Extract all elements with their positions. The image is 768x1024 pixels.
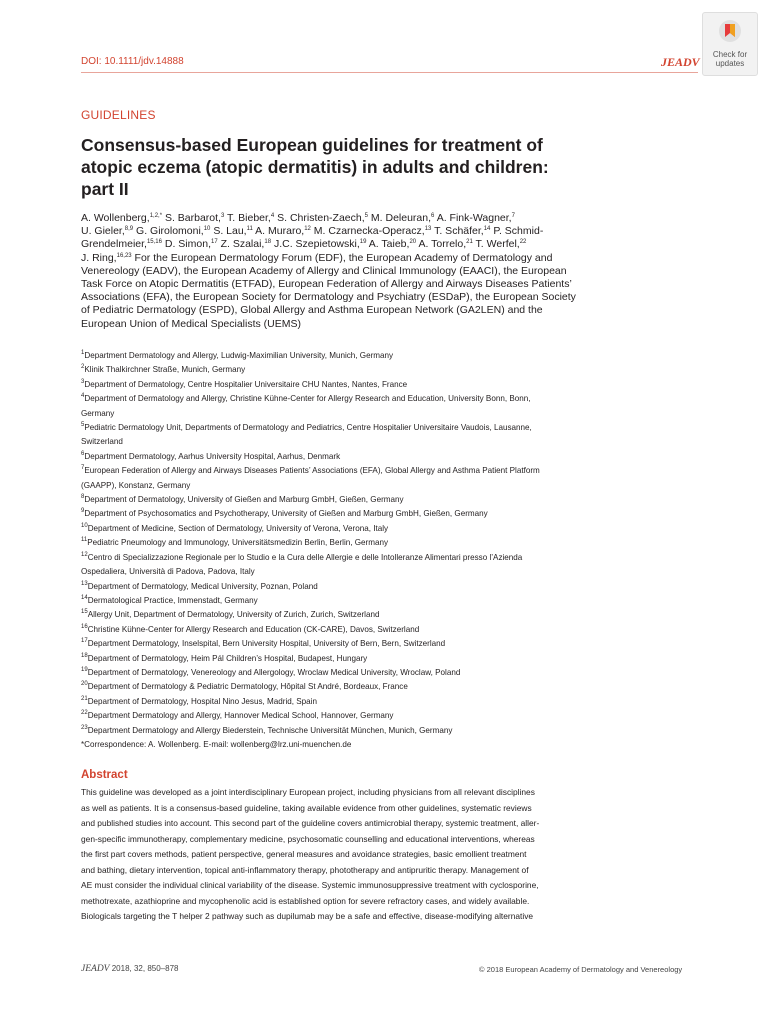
- affiliation-text: *Correspondence: A. Wollenberg. E-mail: wollenberg@lrz.uni-muenchen.de: [81, 739, 352, 749]
- affiliation-item: [81, 435, 698, 449]
- affiliation-item: [81, 407, 698, 421]
- check-for-updates-icon: [718, 19, 742, 43]
- affiliation-item: [81, 666, 698, 680]
- affiliation-item: [81, 450, 698, 464]
- footer-journal: JEADV: [81, 964, 110, 974]
- abstract-line: AE must consider the individual clinical variability of the disease. Systemic immunosuppressive treatment with cyclosporine,: [81, 880, 539, 890]
- author-line: A. Wollenberg,$^{1,2,*}$ S. Barbarot,$^3$ T. Bieber,$^4$ S. Christen-Zaech,$^5$ M. Deleuran,$^6$ A. Fink-Wagner,$^7$: [81, 212, 515, 224]
- affiliation-text: Christine Kühne-Center for Allergy Research and Education (CK-CARE), Davos, Switzerland: [87, 624, 420, 634]
- author-line: Task Force on Atopic Dermatitis (ETFAD), European Federation of Allergy and Airways Diseases Patients’: [81, 278, 572, 291]
- abstract-line: This guideline was developed as a joint interdisciplinary European project, including physicians from all relevant disciplines: [81, 787, 535, 797]
- affiliation-text: Switzerland: [81, 437, 123, 447]
- affiliation-item: [81, 522, 698, 536]
- affiliation-number: 8: [81, 494, 85, 501]
- footer-citation: [81, 964, 178, 974]
- abstract-line: as well as patients. It is a consensus-based guideline, taking available evidence from other guidelines, systematic reviews: [81, 802, 532, 813]
- affiliation-number: 13: [81, 580, 88, 587]
- affiliation-item: [81, 392, 698, 406]
- affiliation-number: 2: [81, 364, 85, 371]
- check-for-updates-badge[interactable]: [702, 12, 758, 76]
- affiliations-list: [81, 349, 698, 752]
- affiliation-item: [81, 608, 698, 622]
- affiliation-item: [81, 464, 698, 478]
- affiliation-text: Pediatric Pneumology and Immunology, Universitätsmedizin Berlin, Berlin, Germany: [87, 538, 389, 548]
- affiliation-number: 10: [81, 522, 88, 529]
- affiliation-item: [81, 363, 698, 377]
- abstract-line: Biologicals targeting the T helper 2 pathway such as dupilumab may be a safe and effective, disease-modifying alternative: [81, 911, 534, 921]
- badge-line-1: Check for: [712, 50, 748, 59]
- affiliation-item: [81, 349, 698, 363]
- affiliation-number: 11: [81, 537, 88, 544]
- affiliation-text: Ospedaliera, Università di Padova, Padova, Italy: [81, 567, 255, 577]
- affiliation-item: [81, 652, 698, 666]
- affiliation-item: [81, 565, 698, 579]
- abstract-body: [81, 785, 698, 925]
- abstract-heading: Abstract: [81, 769, 128, 781]
- affiliation-number: 21: [81, 695, 88, 702]
- affiliation-text: Allergy Unit, Department of Dermatology, University of Zurich, Zurich, Switzerland: [87, 610, 380, 620]
- affiliation-text: European Federation of Allergy and Airways Diseases Patients’ Associations (EFA), Global Allergy and Asthma Patient Platform: [84, 466, 540, 476]
- abstract-line: and published studies into account. This second part of the guideline covers antimicrobial therapy, systemic treatment, aller-: [81, 818, 540, 828]
- affiliation-number: 6: [81, 450, 85, 457]
- author-line: of Pediatric Dermatology (ESPD), Global Allergy and Asthma European Network (GA2LEN) and the: [81, 304, 543, 317]
- affiliation-text: Klinik Thalkirchner Straße, Munich, Germany: [84, 365, 246, 375]
- abstract-line: the first part covers methods, patient perspective, general measures and avoidance strategies, basic emollient treatment: [81, 849, 527, 859]
- affiliation-text: Department of Dermatology, Medical University, Poznan, Poland: [87, 581, 318, 591]
- affiliation-number: 4: [81, 393, 85, 400]
- affiliation-text: Dermatological Practice, Immenstadt, Germany: [87, 595, 258, 605]
- affiliation-text: Department of Dermatology and Allergy, Christine Kühne-Center for Allergy Research and Education, University Bonn, Bonn,: [84, 394, 531, 404]
- affiliation-text: Department of Dermatology, Venereology and Allergology, Wroclaw Medical University, Wroclaw, Poland: [87, 667, 461, 677]
- affiliation-number: 22: [81, 710, 88, 717]
- affiliation-item: [81, 594, 698, 608]
- author-line: Grendelmeier,$^{15,16}$ D. Simon,$^{17}$ Z. Szalai,$^{18}$ J.C. Szepietowski,$^{19}$ A. Taieb,$^{20}$ A. Torrelo,$^{21}$ T. Werfel,$^{22}$: [81, 238, 527, 251]
- author-line: European Union of Medical Specialists (UEMS): [81, 317, 302, 330]
- affiliation-item: [81, 551, 698, 565]
- affiliation-text: Department Dermatology, Inselspital, Bern University Hospital, University of Bern, Bern, Switzerland: [87, 639, 446, 649]
- affiliation-text: Department Dermatology and Allergy, Hannover Medical School, Hannover, Germany: [87, 711, 394, 721]
- affiliation-number: 19: [81, 666, 88, 673]
- affiliation-number: 15: [81, 609, 88, 616]
- affiliation-text: Pediatric Dermatology Unit, Departments of Dermatology and Pediatrics, Centre Hospitalier Universitaire Vaudois, Lausanne,: [84, 423, 532, 433]
- title-line: part II: [81, 179, 129, 199]
- article-title: [81, 134, 641, 200]
- affiliation-text: (GAAPP), Konstanz, Germany: [81, 480, 191, 490]
- affiliation-text: Department Dermatology and Allergy Biederstein, Technische Universität München, Munich, Germany: [87, 725, 453, 735]
- header-rule: [81, 72, 698, 73]
- affiliation-number: 18: [81, 652, 88, 659]
- title-line: Consensus-based European guidelines for treatment of: [81, 135, 543, 155]
- affiliation-text: Department of Dermatology & Pediatric Dermatology, Hôpital St André, Bordeaux, France: [87, 682, 408, 692]
- author-line: Associations (EFA), the European Society for Dermatology and Psychiatry (ESDaP), the European Society: [81, 291, 576, 304]
- section-label: GUIDELINES: [81, 108, 156, 122]
- affiliation-text: Department of Medicine, Section of Dermatology, University of Verona, Verona, Italy: [87, 523, 389, 533]
- affiliation-text: Department of Dermatology, Heim Pál Children’s Hospital, Budapest, Hungary: [87, 653, 368, 663]
- abstract-line: gen-specific immunotherapy, complementary medicine, psychosomatic counselling and educational interventions, whereas: [81, 833, 535, 844]
- affiliation-item: [81, 724, 698, 738]
- author-line: J. Ring,$^{16,23}$ For the European Dermatology Forum (EDF), the European Academy of Dermatology and: [81, 251, 553, 264]
- affiliation-item: [81, 378, 698, 392]
- affiliation-text: Department Dermatology and Allergy, Ludwig-Maximilian University, Munich, Germany: [84, 351, 394, 360]
- affiliation-item: [81, 493, 698, 507]
- affiliation-item: [81, 738, 698, 752]
- affiliation-text: Department of Dermatology, Hospital Nino Jesus, Madrid, Spain: [87, 696, 317, 706]
- affiliation-text: Centro di Specializzazione Regionale per lo Studio e la Cura delle Allergie e delle Intolleranze Alimentari presso l’Azienda: [87, 552, 523, 562]
- affiliation-number: 14: [81, 594, 88, 601]
- affiliation-text: Department of Dermatology, University of Gießen and Marburg GmbH, Gießen, Germany: [84, 495, 404, 505]
- affiliation-item: [81, 680, 698, 694]
- footer-copyright: © 2018 European Academy of Dermatology and Venereology: [479, 965, 683, 974]
- affiliation-text: Department of Dermatology, Centre Hospitalier Universitaire CHU Nantes, Nantes, France: [84, 379, 408, 389]
- affiliation-item: [81, 421, 698, 435]
- affiliation-item: [81, 536, 698, 550]
- affiliation-text: Department of Psychosomatics and Psychotherapy, University of Gießen and Marburg GmbH, Gießen, Germany: [84, 509, 488, 519]
- affiliation-number: 17: [81, 638, 88, 645]
- affiliation-item: [81, 479, 698, 493]
- footer-volume: 2018, 32, 850–878: [111, 964, 179, 973]
- affiliation-number: 5: [81, 422, 85, 429]
- badge-line-2: updates: [715, 59, 745, 68]
- abstract-line: and bathing, dietary intervention, topical anti-inflammatory therapy, phototherapy and antipruritic therapy. Management of: [81, 864, 529, 875]
- affiliation-number: 9: [81, 508, 85, 515]
- affiliation-text: Department Dermatology, Aarhus University Hospital, Aarhus, Denmark: [84, 451, 341, 461]
- affiliation-item: [81, 695, 698, 709]
- affiliation-item: [81, 580, 698, 594]
- author-line: Venereology (EADV), the European Academy of Allergy and Clinical Immunology (EAACI), the European: [81, 264, 567, 277]
- affiliation-number: 12: [81, 551, 88, 558]
- abstract-line: methotrexate, azathioprine and mycophenolic acid is established option for severe refractory cases, and widely available.: [81, 895, 530, 906]
- affiliation-item: [81, 623, 698, 637]
- affiliation-number: 7: [81, 465, 85, 472]
- affiliation-item: [81, 507, 698, 521]
- affiliation-number: 16: [81, 623, 88, 630]
- affiliation-item: [81, 709, 698, 723]
- title-line: atopic eczema (atopic dermatitis) in adults and children:: [81, 157, 549, 177]
- affiliation-number: 1: [81, 350, 85, 356]
- affiliation-item: [81, 637, 698, 651]
- affiliation-number: 3: [81, 378, 85, 385]
- affiliation-number: 23: [81, 724, 88, 731]
- journal-header-name: JEADV: [661, 55, 700, 69]
- doi-link[interactable]: DOI: 10.1111/jdv.14888: [81, 56, 184, 67]
- affiliation-text: Germany: [81, 408, 115, 418]
- affiliation-number: 20: [81, 681, 88, 688]
- author-list: [81, 212, 698, 331]
- author-line: U. Gieler,$^{8,9}$ G. Girolomoni,$^{10}$ S. Lau,$^{11}$ A. Muraro,$^{12}$ M. Czarnecka-Operacz,$^{13}$ T. Schäfer,$^{14}$ P. Schmid-: [81, 225, 544, 238]
